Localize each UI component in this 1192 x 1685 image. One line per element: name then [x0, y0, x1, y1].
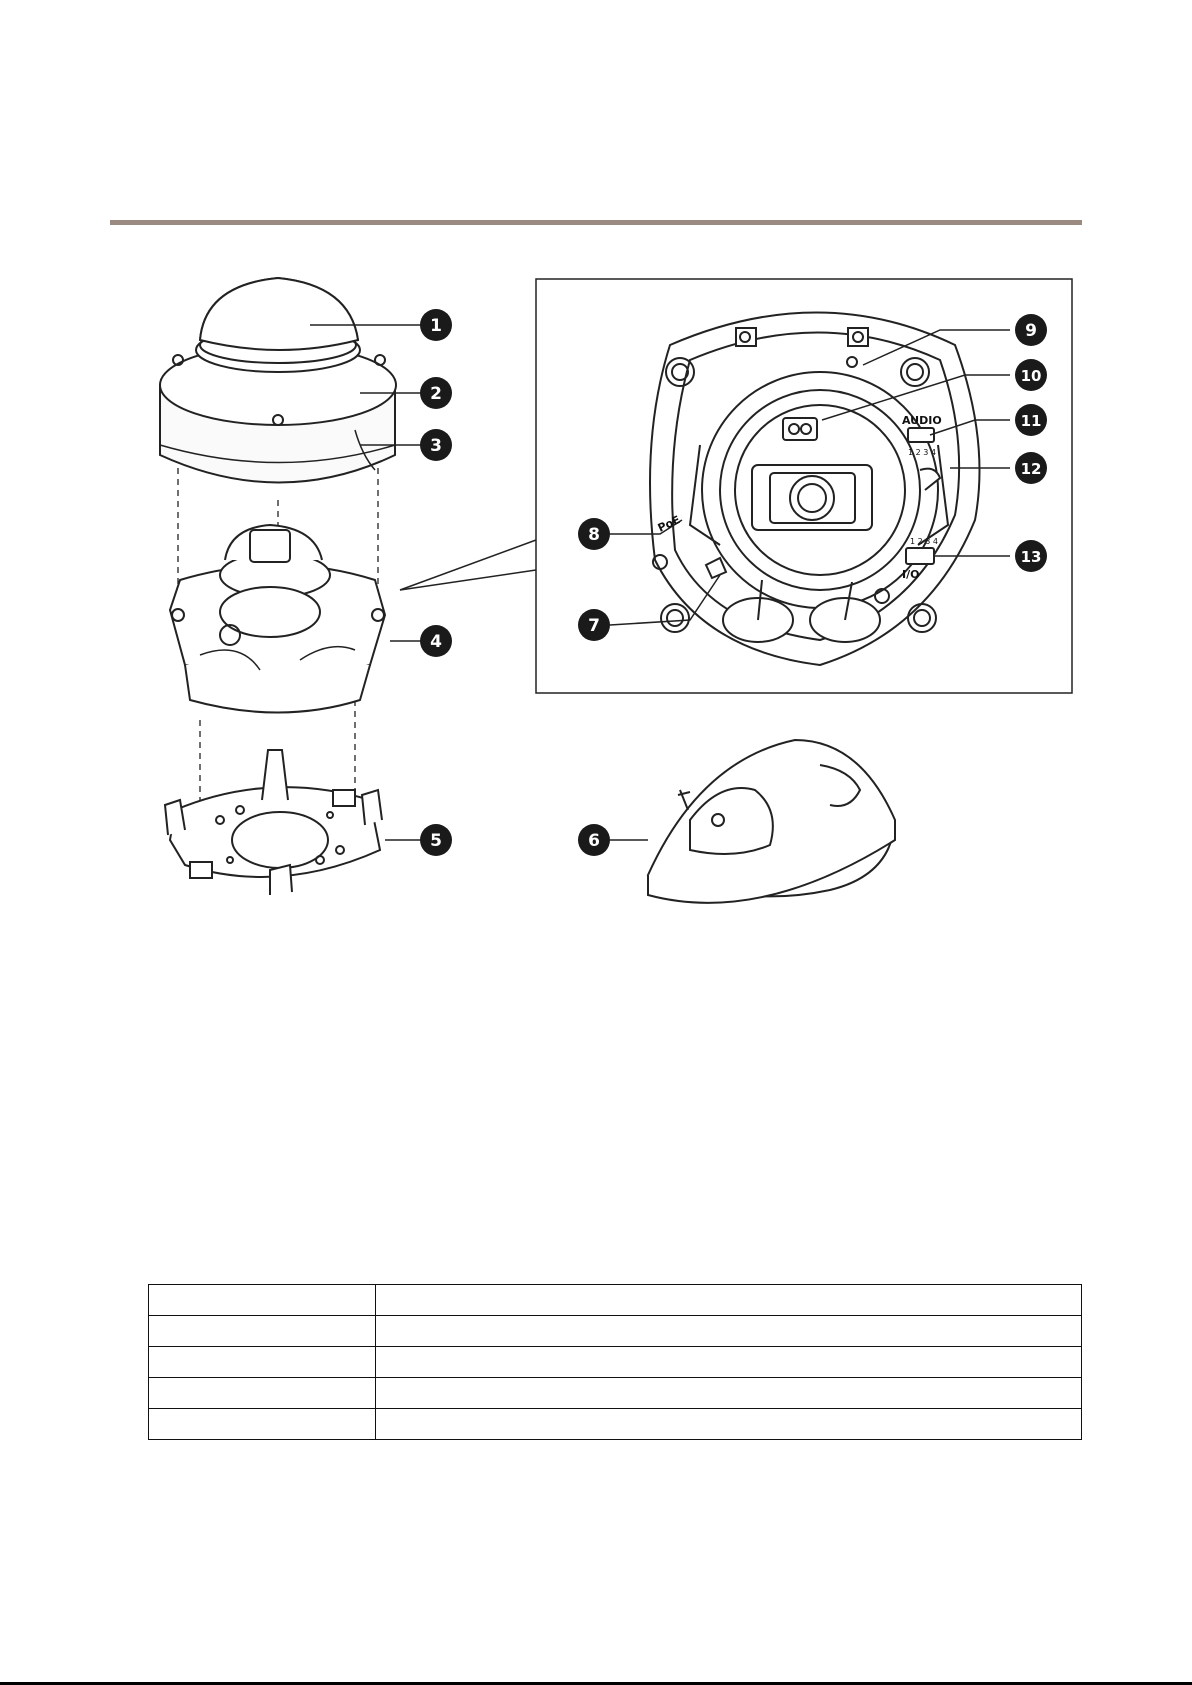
- table-cell: [376, 1316, 1082, 1347]
- callout-8: [578, 518, 610, 550]
- svg-text:7: 7: [588, 616, 600, 636]
- callout-7: [578, 609, 610, 641]
- svg-text:13: 13: [1020, 548, 1042, 566]
- svg-text:2: 2: [430, 384, 442, 404]
- svg-text:8: 8: [588, 525, 600, 545]
- callout-12: [1015, 452, 1047, 484]
- table-cell: [149, 1409, 376, 1440]
- table-row: [149, 1409, 1082, 1440]
- svg-text:6: 6: [588, 831, 600, 851]
- svg-text:12: 12: [1020, 460, 1042, 478]
- table-cell: [149, 1378, 376, 1409]
- spec-table: [148, 1284, 1082, 1440]
- table-cell: [376, 1378, 1082, 1409]
- callout-2: [420, 377, 452, 409]
- table-row: [149, 1347, 1082, 1378]
- callout-1: [420, 309, 452, 341]
- table-cell: [376, 1347, 1082, 1378]
- table-cell: [376, 1285, 1082, 1316]
- dome-cover: [160, 278, 396, 483]
- audio-label: AUDIO: [902, 414, 942, 427]
- poe-label: PoE: [655, 513, 683, 535]
- svg-text:10: 10: [1020, 367, 1042, 385]
- callout-13: [1015, 540, 1047, 572]
- weathershield: [610, 740, 895, 903]
- table-cell: [376, 1409, 1082, 1440]
- table-row: [149, 1285, 1082, 1316]
- svg-text:1: 1: [430, 316, 442, 336]
- table-row: [149, 1378, 1082, 1409]
- table-cell: [149, 1285, 376, 1316]
- callout-11: [1015, 404, 1047, 436]
- callout-3: [420, 429, 452, 461]
- mounting-bracket: [165, 750, 382, 895]
- table-row: [149, 1316, 1082, 1347]
- io-label: I/O: [902, 568, 920, 581]
- svg-text:4: 4: [430, 632, 442, 652]
- audio-pin-labels: 1 2 3 4: [908, 448, 936, 457]
- callout-4: [420, 625, 452, 657]
- table-cell: [149, 1347, 376, 1378]
- callout-9: [1015, 314, 1047, 346]
- table-cell: [149, 1316, 376, 1347]
- svg-text:3: 3: [430, 436, 442, 456]
- callout-5: [420, 824, 452, 856]
- io-pin-labels: 1 2 3 4: [910, 537, 938, 546]
- svg-text:5: 5: [430, 831, 442, 851]
- svg-text:9: 9: [1025, 321, 1037, 341]
- svg-text:11: 11: [1020, 412, 1042, 430]
- callout-6: [578, 824, 610, 856]
- camera-housing: [170, 525, 385, 713]
- callout-10: [1015, 359, 1047, 391]
